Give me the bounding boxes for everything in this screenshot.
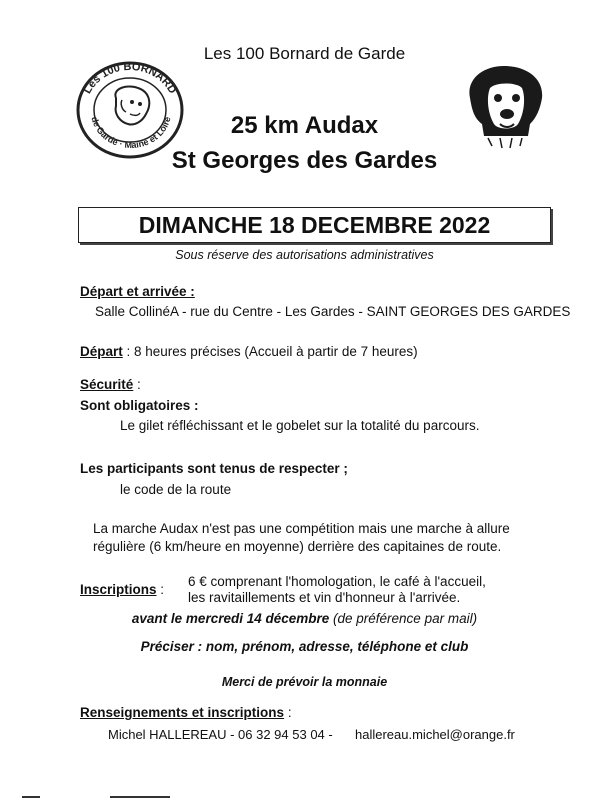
deadline-line [0,611,609,626]
scan-mark [22,796,40,798]
obligatoires-text: Le gilet réfléchissant et le gobelet sur la totalité du parcours. [120,418,480,433]
inscriptions-line [80,582,164,597]
contact-email[interactable]: hallereau.michel@orange.fr [355,727,515,742]
inscriptions-price-line2: les ravitaillements et vin d'honneur à l'arrivée. [188,590,461,605]
depart-label: Départ [80,344,123,359]
depart-arrivee-label: Départ et arrivée : [80,284,195,299]
event-location-title: St Georges des Gardes [171,147,438,174]
contact-line [80,705,292,720]
scan-mark [110,796,170,798]
date-banner: DIMANCHE 18 DECEMBRE 2022 [78,207,551,243]
organizer-name: Les 100 Bornard de Garde [203,44,406,63]
audax-desc-line2: régulière (6 km/heure en moyenne) derrière des capitaines de route. [93,539,502,554]
contact-name-phone: Michel HALLEREAU - 06 32 94 53 04 - [108,727,333,742]
depart-line [80,344,418,359]
securite-colon: : [133,377,141,392]
deadline-date: avant le mercredi 14 décembre [131,611,330,626]
securite-label: Sécurité [80,377,134,392]
inscriptions-price-line1: 6 € comprenant l'homologation, le café à l'accueil, [188,574,486,589]
preciser-line: Préciser : nom, prénom, adresse, téléphone et club [140,639,469,654]
depart-arrivee-address: Salle CollinéA - rue du Centre - Les Gardes - SAINT GEORGES DES GARDES [95,304,571,319]
securite-line [80,377,141,392]
inscriptions-colon: : [156,582,165,597]
obligatoires-label: Sont obligatoires : [80,398,199,413]
monnaie-note: Merci de prévoir la monnaie [221,675,388,689]
depart-text: : 8 heures précises (Accueil à partir de 7 heures) [122,344,418,359]
contact-label: Renseignements et inscriptions [80,705,285,720]
inscriptions-label: Inscriptions [80,582,157,597]
reserve-note: Sous réserve des autorisations administratives [175,248,434,262]
contact-colon: : [284,705,292,720]
respect-text: le code de la route [120,482,232,497]
deadline-note: (de préférence par mail) [329,611,478,626]
audax-desc-line1: La marche Audax n'est pas une compétition mais une marche à allure [93,521,510,536]
svg-text:de Garde · Maine et Loire: de Garde · Maine et Loire [89,115,173,151]
respect-label: Les participants sont tenus de respecter ; [80,461,348,476]
event-title: 25 km Audax [230,112,379,139]
svg-text:Les 100 BORNARD: Les 100 BORNARD [81,60,179,96]
